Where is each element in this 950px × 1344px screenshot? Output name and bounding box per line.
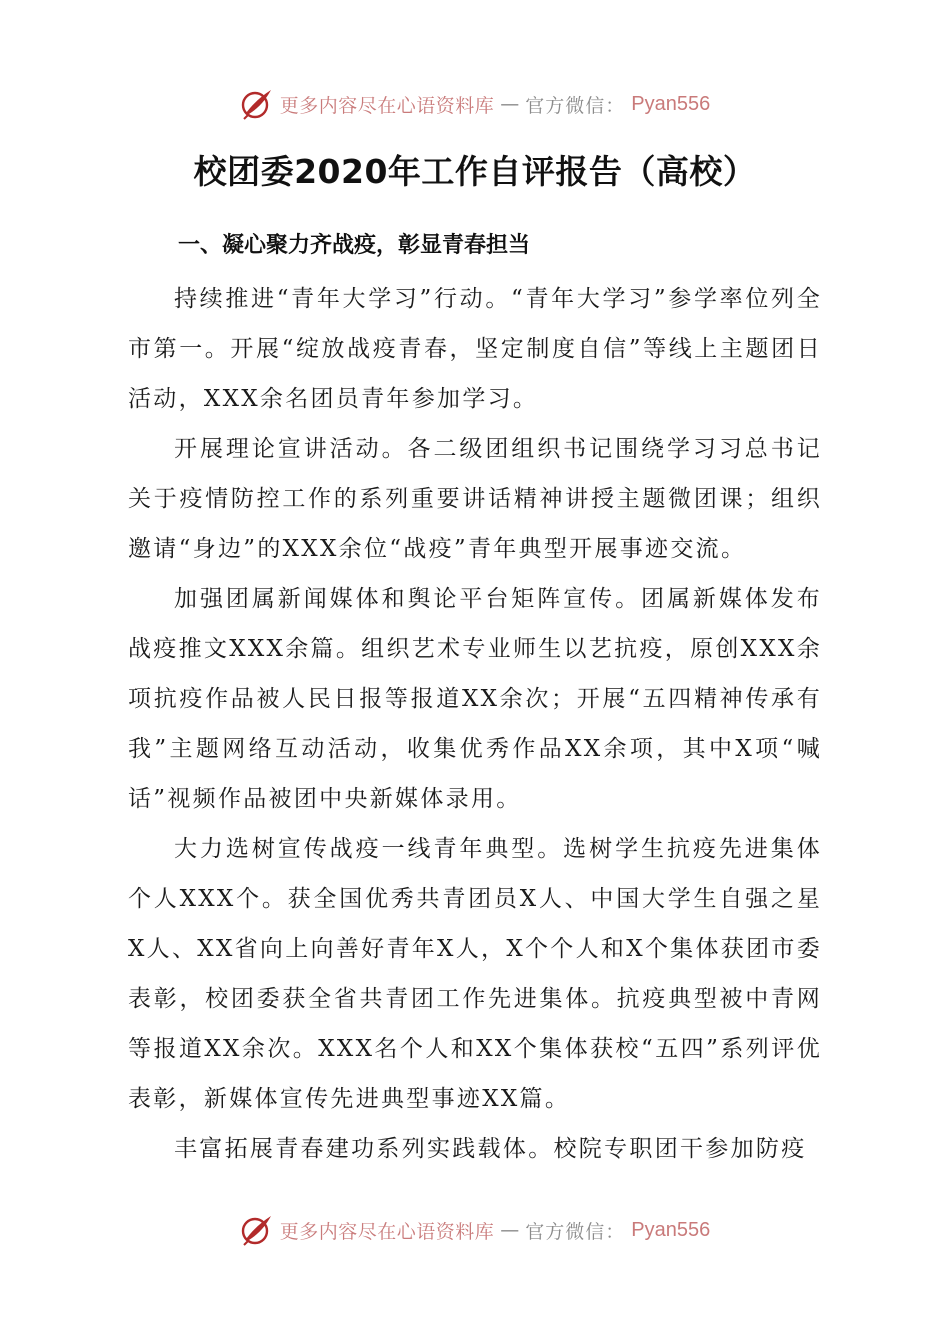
body-text	[128, 274, 822, 1174]
header-wechat-id: Pyan556	[631, 92, 711, 115]
header-banner	[0, 84, 950, 124]
header-dash: —	[500, 93, 520, 115]
document-title: 校团委2020年工作自评报告（高校）	[193, 152, 757, 191]
footer-wechat-id: Pyan556	[631, 1218, 711, 1241]
footer-wechat-label: 官方微信：	[525, 1220, 626, 1243]
paragraph: 加强团属新闻媒体和舆论平台矩阵宣传。团属新媒体发布战疫推文XXX余篇。组织艺术专业师生以艺抗疫，原创XXX余项抗疫作品被人民日报等报道XX余次；开展“五四精神传承有我”主题网络互动活动，收集优秀作品XX余项，其中X项“喊话”视频作品被团中央新媒体录用。	[128, 586, 822, 812]
footer-dash: —	[500, 1219, 520, 1241]
section-heading: 一、凝心聚力齐战疫，彰显青春担当	[178, 233, 531, 258]
paragraph: 持续推进“青年大学习”行动。“青年大学习”参学率位列全市第一。开展“绽放战疫青春，坚定制度自信”等线上主题团日活动，XXX余名团员青年参加学习。	[128, 286, 822, 412]
footer-banner	[0, 1210, 950, 1250]
paragraph: 大力选树宣传战疫一线青年典型。选树学生抗疫先进集体个人XXX个。获全国优秀共青团员X人、中国大学生自强之星X人、XX省向上向善好青年X人，X个个人和X个集体获团市委表彰，校团委获全省共青团工作先进集体。抗疫典型被中青网等报道XX余次。XXX名个人和XX个集体获校“五四”系列评优表彰，新媒体宣传先进典型事迹XX篇。	[128, 836, 822, 1112]
header-brand-text: 更多内容尽在心语资料库	[279, 94, 495, 117]
paragraph: 丰富拓展青春建功系列实践载体。校院专职团干参加防疫	[174, 1136, 807, 1162]
quill-logo-icon	[240, 87, 274, 121]
header-wechat-label: 官方微信：	[525, 94, 626, 117]
paragraph: 开展理论宣讲活动。各二级团组织书记围绕学习习总书记关于疫情防控工作的系列重要讲话精神讲授主题微团课；组织邀请“身边”的XXX余位“战疫”青年典型开展事迹交流。	[128, 436, 822, 562]
quill-logo-icon	[240, 1213, 274, 1247]
footer-brand-text: 更多内容尽在心语资料库	[279, 1220, 495, 1243]
